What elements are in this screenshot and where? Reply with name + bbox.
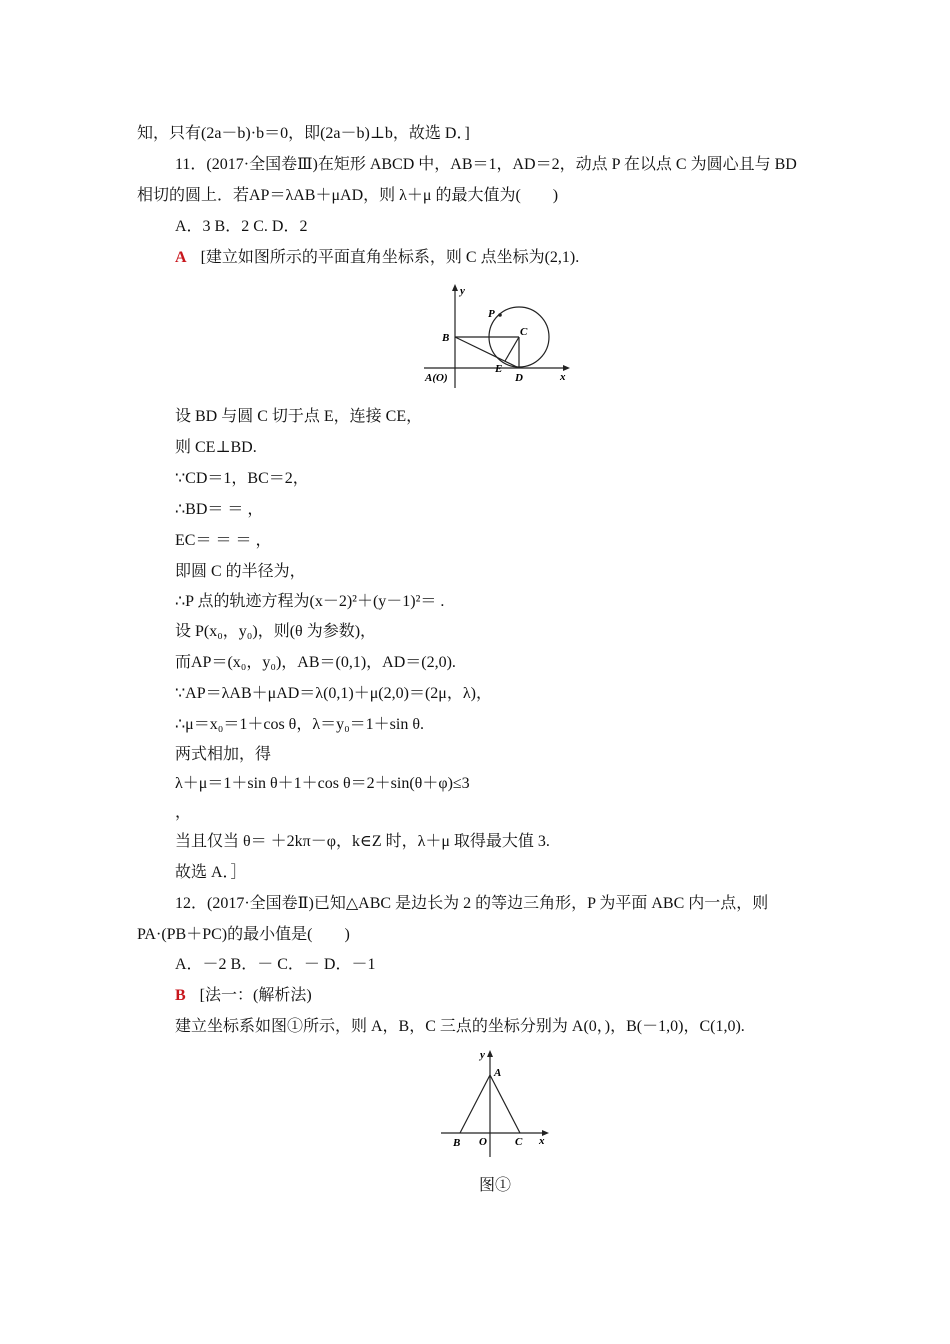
label-a-2: A bbox=[494, 1067, 502, 1079]
label-b-2: B bbox=[453, 1137, 461, 1149]
text-line-7: 则 CE⊥BD. bbox=[175, 439, 257, 456]
label-x-2: x bbox=[539, 1135, 545, 1147]
side-ac bbox=[490, 1075, 520, 1133]
text-line-18: λ＋μ＝1＋sin θ＋1＋cos θ＝2＋sin(θ＋φ)≤3 bbox=[175, 775, 470, 792]
label-c-2: C bbox=[515, 1136, 523, 1148]
y-axis-arrow bbox=[452, 284, 458, 291]
label-c: C bbox=[520, 326, 528, 338]
answer-text-12: [法一：(解析法) bbox=[199, 987, 312, 1004]
text-line-21: 故选 A．］ bbox=[175, 864, 247, 881]
text-line-26: 建立坐标系如图①所示，则 A，B，C 三点的坐标分别为 A(0，)，B(－1,0)，C(1,0). bbox=[175, 1018, 745, 1035]
problem-11-options: A．3 B．2 C. D．2 bbox=[175, 218, 308, 235]
text-line-14: 而AP＝(x₀，y₀)，AB＝(0,1)，AD＝(2,0). bbox=[175, 654, 456, 671]
side-ab bbox=[460, 1075, 490, 1133]
label-y: y bbox=[460, 285, 465, 297]
label-y-2: y bbox=[480, 1049, 485, 1061]
text-line-6: 设 BD 与圆 C 切于点 E，连接 CE， bbox=[175, 408, 423, 425]
text-line-12: ∴P 点的轨迹方程为(x－2)²＋(y－1)²＝ . bbox=[175, 593, 445, 610]
text-line-11: 即圆 C 的半径为， bbox=[175, 563, 306, 580]
problem-11-answer bbox=[175, 248, 579, 268]
problem-12-answer bbox=[175, 986, 312, 1006]
label-d: D bbox=[515, 372, 523, 384]
figure-triangle bbox=[438, 1045, 553, 1160]
problem-12-options: A．－2 B．－ C．－ D．－1 bbox=[175, 956, 376, 973]
text-line-10: EC＝ ＝ ＝ ， bbox=[175, 532, 272, 549]
text-line-17: 两式相加，得 bbox=[175, 746, 272, 763]
text-line-15: ∵AP＝λAB＋μAD＝λ(0,1)＋μ(2,0)＝(2μ，λ)， bbox=[175, 685, 492, 702]
label-x: x bbox=[560, 371, 566, 383]
figure-caption: 图① bbox=[479, 1177, 512, 1194]
label-o-2: O bbox=[479, 1136, 487, 1148]
segment-ce bbox=[505, 337, 519, 361]
text-line-19: ， bbox=[175, 804, 192, 821]
label-a-origin: A(O) bbox=[425, 372, 448, 384]
text-line-13: 设 P(x₀，y₀)，则(θ 为参数)， bbox=[175, 623, 377, 640]
problem-11-cont: 相切的圆上．若AP＝λAB＋μAD，则 λ＋μ 的最大值为( ) bbox=[137, 187, 559, 204]
label-e: E bbox=[495, 363, 503, 375]
y-axis-arrow-2 bbox=[487, 1050, 493, 1057]
answer-tag: A bbox=[175, 249, 187, 266]
text-line-1: 知，只有(2a－b)·b＝0，即(2a－b)⊥b，故选 D．] bbox=[137, 125, 470, 142]
point-p bbox=[498, 313, 502, 317]
problem-11-title: 11．(2017·全国卷Ⅲ)在矩形 ABCD 中，AB＝1，AD＝2，动点 P 在以点 C 为圆心且与 BD bbox=[175, 156, 797, 173]
text-line-9: ∴BD＝ ＝ ， bbox=[175, 501, 264, 518]
label-b: B bbox=[442, 332, 450, 344]
answer-tag-12: B bbox=[175, 987, 186, 1004]
problem-12-cont: PA·(PB＋PC)的最小值是( ) bbox=[137, 926, 350, 943]
figure-circle-rectangle bbox=[420, 280, 575, 390]
text-line-16: ∴μ＝x₀＝1＋cos θ，λ＝y₀＝1＋sin θ. bbox=[175, 716, 425, 733]
text-line-8: ∵CD＝1，BC＝2， bbox=[175, 470, 309, 487]
text-line-20: 当且仅当 θ＝ ＋2kπ－φ，k∈Z 时，λ＋μ 取得最大值 3. bbox=[175, 833, 550, 850]
problem-12-title: 12．(2017·全国卷Ⅱ)已知△ABC 是边长为 2 的等边三角形，P 为平面 ABC 内一点，则 bbox=[175, 895, 769, 912]
label-p: P bbox=[488, 308, 495, 320]
answer-text: [建立如图所示的平面直角坐标系，则 C 点坐标为(2,1). bbox=[200, 249, 580, 266]
